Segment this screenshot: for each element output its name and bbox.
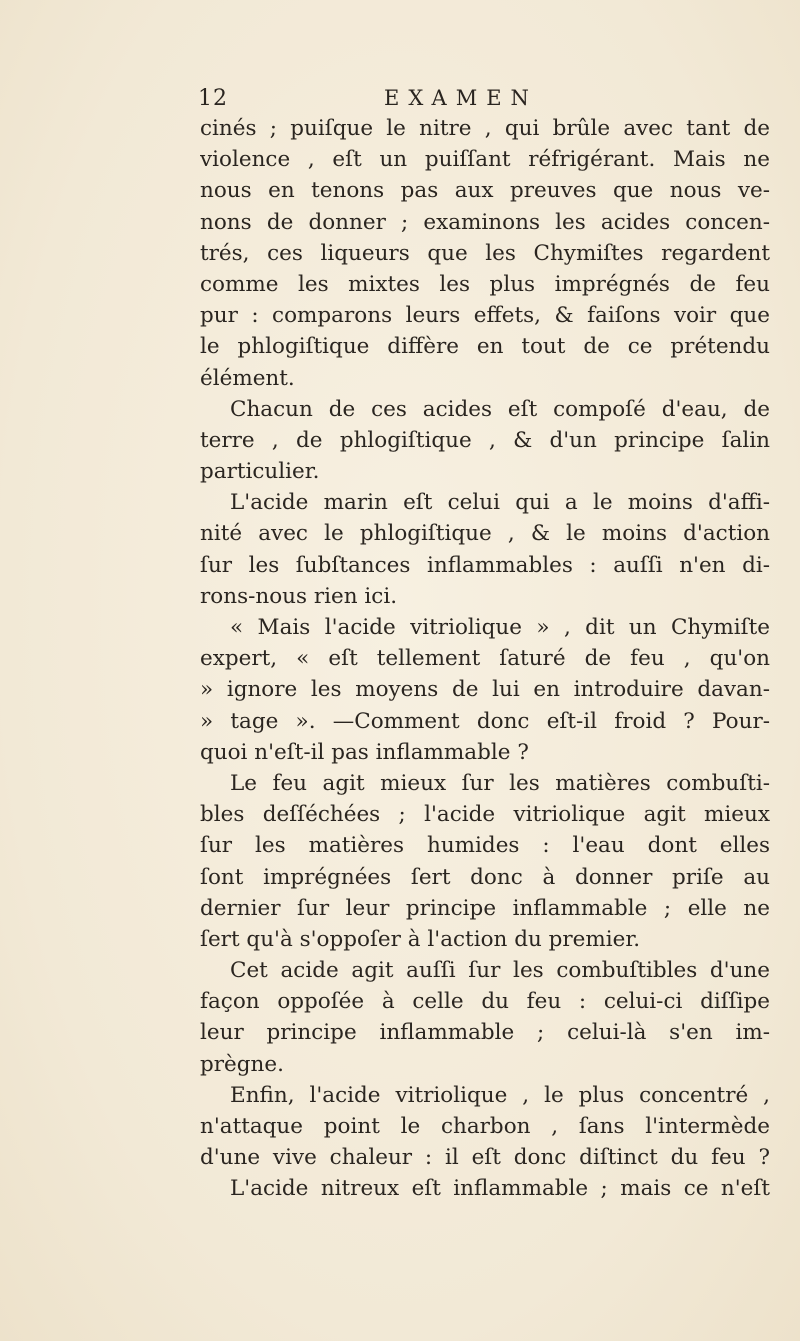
text-line: comme les mixtes les plus imprégnés de feu xyxy=(200,271,770,297)
text-line: nous en tenons pas aux preuves que nous ve- xyxy=(200,178,770,204)
text-line: expert, « eſt tellement ſaturé de feu , qu'on xyxy=(200,646,770,672)
text-line: terre , de phlogiſtique , & d'un principe ſalin xyxy=(200,427,770,453)
running-title: EXAMEN xyxy=(384,86,538,110)
text-line: Chacun de ces acides eſt compoſé d'eau, de xyxy=(230,396,770,422)
page-number: 12 xyxy=(198,86,228,111)
body-text xyxy=(200,113,770,1205)
page-header xyxy=(198,86,778,116)
text-line: n'attaque point le charbon , ſans l'intermède xyxy=(200,1114,770,1139)
text-line: cinés ; puiſque le nitre , qui brûle avec tant de xyxy=(200,116,770,141)
text-line: » ignore les moyens de lui en introduire davan- xyxy=(200,677,770,703)
text-line: leur principe inflammable ; celui-là s'en im- xyxy=(200,1020,770,1046)
text-line: nité avec le phlogiſtique , & le moins d'action xyxy=(200,521,770,547)
text-line: Cet acide agit auſſi ſur les combuſtibles d'une xyxy=(230,958,770,984)
text-line: ſont imprégnées ſert donc à donner priſe au xyxy=(200,864,770,890)
text-line: L'acide nitreux eſt inflammable ; mais ce n'eſt xyxy=(230,1176,770,1202)
text-line: particulier. xyxy=(200,459,320,485)
text-line: bles deſſéchées ; l'acide vitriolique agit mieux xyxy=(200,802,770,828)
text-line: prègne. xyxy=(200,1051,284,1077)
text-line: d'une vive chaleur : il eſt donc diſtinct du feu ? xyxy=(200,1145,770,1171)
text-line: quoi n'eſt-il pas inflammable ? xyxy=(200,739,529,765)
text-line: le phlogiſtique diffère en tout de ce prétendu xyxy=(200,334,770,360)
text-line: » tage ». —Comment donc eſt-il froid ? Pour- xyxy=(200,708,770,734)
text-line: ſur les matières humides : l'eau dont elles xyxy=(200,833,770,859)
text-line: façon oppoſée à celle du feu : celui-ci diſſipe xyxy=(200,989,770,1015)
text-line: « Mais l'acide vitriolique » , dit un Chymiſte xyxy=(230,615,770,640)
text-line: rons-nous rien ici. xyxy=(200,583,398,609)
text-line: ſert qu'à s'oppoſer à l'action du premier. xyxy=(200,926,641,952)
text-line: L'acide marin eſt celui qui a le moins d'affi- xyxy=(230,490,770,516)
text-line: dernier ſur leur principe inflammable ; elle ne xyxy=(200,895,770,921)
text-line: violence , eſt un puiſſant réfrigérant. Mais ne xyxy=(200,147,770,173)
text-line: élément. xyxy=(200,365,295,391)
text-line: Le feu agit mieux ſur les matières combuſti- xyxy=(230,770,770,796)
text-line: trés, ces liqueurs que les Chymiſtes regardent xyxy=(200,240,770,266)
text-line: nons de donner ; examinons les acides concen- xyxy=(200,209,770,235)
text-line: pur : comparons leurs effets, & faiſons voir que xyxy=(200,303,770,329)
text-line: ſur les ſubſtances inflammables : auſſi n'en di- xyxy=(200,552,770,578)
text-line: Enfin, l'acide vitriolique , le plus concentré , xyxy=(230,1082,770,1108)
